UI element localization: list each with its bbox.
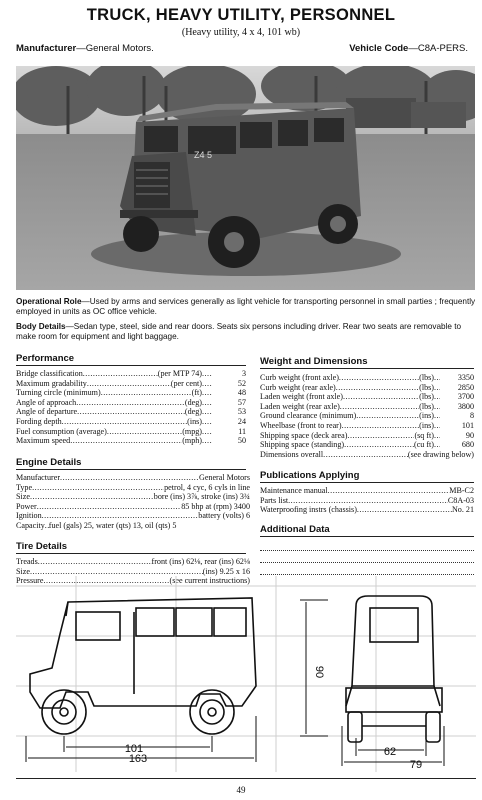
row-value: front (ins) 62⅛, rear (ins) 62⅛	[151, 557, 250, 566]
row-value: 2850	[457, 382, 474, 392]
engine-heading: Engine Details	[16, 457, 246, 470]
row-value: 101	[461, 420, 474, 430]
row-value: General Motors	[198, 473, 250, 482]
row-label: Size	[16, 566, 30, 576]
row-value: 3800	[457, 401, 474, 411]
dimension-drawing	[16, 576, 476, 772]
additional-data-heading: Additional Data	[260, 524, 474, 537]
row-label: Curb weight (rear axle)	[260, 382, 336, 392]
row-value: 50	[237, 436, 246, 446]
row-value: 53	[237, 407, 246, 417]
row-value: MB-C2	[449, 486, 474, 495]
row-unit: (lbs)	[419, 373, 434, 382]
row-label: Fording depth	[16, 416, 62, 426]
table-row	[260, 486, 474, 496]
additional-data-line	[260, 550, 474, 551]
manufacturer-line	[16, 43, 154, 54]
row-label: Angle of approach	[16, 397, 77, 407]
vehicle-markings: Z4 5	[194, 150, 213, 160]
table-row	[260, 450, 474, 460]
vehicle-photo	[16, 66, 475, 290]
row-unit: (sq ft)	[414, 430, 434, 440]
row-label: Turning circle (minimum)	[16, 388, 101, 398]
row-value: 3	[241, 369, 246, 378]
side-view	[30, 598, 256, 734]
row-label: Waterproofing instrs (chassis)	[260, 505, 357, 515]
table-row	[260, 421, 474, 431]
table-row	[16, 417, 246, 427]
row-label: Dimensions overall	[260, 449, 324, 459]
row-value: bore (ins) 3⅞, stroke (ins) 3¾	[153, 492, 250, 502]
page-subtitle: (Heavy utility, 4 x 4, 101 wb)	[181, 27, 301, 38]
row-unit: (cu ft)	[414, 440, 434, 450]
row-unit: (per cent)	[170, 378, 202, 388]
row-unit: (see drawing below)	[407, 449, 474, 459]
additional-data-line	[260, 562, 474, 563]
weights-table	[260, 373, 474, 459]
row-value: C8A-03	[447, 495, 474, 505]
row-unit: (mph)	[182, 436, 202, 446]
row-label: Maintenance manual	[260, 486, 328, 495]
row-label: Shipping space (standing)	[260, 440, 345, 450]
operational-role	[16, 297, 476, 317]
row-unit: (lbs)	[419, 401, 434, 411]
row-label: Manufacturer	[16, 473, 61, 482]
additional-data-line	[260, 574, 474, 575]
track-dimension: 62	[383, 746, 397, 758]
body-details	[16, 322, 476, 342]
row-unit: (lbs)	[419, 392, 434, 402]
row-value: (see current instructions)	[169, 576, 250, 586]
width-dimension: 79	[409, 759, 423, 771]
performance-heading: Performance	[16, 353, 246, 366]
row-label: Wheelbase (front to rear)	[260, 420, 342, 430]
row-label: Maximum speed	[16, 436, 71, 446]
table-row	[16, 483, 250, 493]
row-unit: (per MTP 74)	[157, 369, 202, 378]
table-row	[16, 521, 250, 531]
page-number: 49	[236, 785, 246, 795]
table-row	[16, 473, 250, 483]
rear-view	[346, 596, 442, 742]
row-label: Parts list	[260, 495, 289, 505]
table-row	[16, 436, 246, 446]
row-label: Maximum gradability	[16, 378, 87, 388]
row-label: Shipping space (deck area)	[260, 430, 348, 440]
vehicle-photo-art	[16, 66, 475, 290]
manufacturer-value: —General Motors.	[76, 43, 154, 54]
row-value: (ins) 9.25 x 16	[202, 566, 250, 576]
table-row	[16, 427, 246, 437]
body-details-text: —Sedan type, steel, side and rear doors. Seats six persons including driver. Rear two seats are removable to make room for equipment and light baggage.	[16, 322, 462, 342]
row-label: Treads	[16, 557, 38, 566]
table-row	[260, 411, 474, 421]
operational-role-text: —Used by arms and services generally as light vehicle for transporting personnel in small parties ; frequently employed in units as OC office vehicle.	[16, 297, 476, 317]
row-unit: (ins)	[419, 420, 434, 430]
row-value: 85 bhp at (rpm) 3400	[181, 501, 250, 511]
row-value: 3350	[457, 373, 474, 382]
publications-table	[260, 486, 474, 515]
table-row	[260, 440, 474, 450]
row-value: No. 21	[451, 505, 474, 515]
row-value: 24	[237, 416, 246, 426]
table-row	[16, 502, 250, 512]
row-label: Angle of departure	[16, 407, 78, 417]
row-value: 680	[461, 440, 474, 450]
tire-heading: Tire Details	[16, 541, 246, 554]
publications-heading: Publications Applying	[260, 470, 474, 483]
table-row	[260, 431, 474, 441]
row-unit: (lbs)	[419, 382, 434, 392]
manufacturer-label: Manufacturer	[16, 43, 77, 54]
table-row	[260, 383, 474, 393]
row-label: Capacity	[16, 520, 45, 530]
wheelbase-dimension: 101	[124, 743, 144, 755]
row-label: Ignition	[16, 511, 42, 521]
row-value: petrol, 4 cyc, 6 cyls in line	[164, 482, 250, 492]
row-unit: (mpg)	[182, 426, 202, 436]
row-unit: (deg)	[184, 407, 202, 417]
vehicle-code-line	[349, 43, 468, 54]
table-row	[16, 388, 246, 398]
table-row	[16, 567, 250, 577]
row-label: Pressure	[16, 576, 44, 586]
vehicle-code-value: —C8A-PERS.	[408, 43, 468, 54]
row-label: Curb weight (front axle)	[260, 373, 339, 382]
row-value: 48	[237, 388, 246, 398]
table-row	[260, 505, 474, 515]
performance-table	[16, 369, 246, 446]
weights-heading: Weight and Dimensions	[260, 356, 474, 369]
length-dimension: 163	[128, 753, 148, 765]
row-unit: (ins)	[187, 416, 202, 426]
table-row	[260, 392, 474, 402]
row-value: 52	[237, 378, 246, 388]
table-row	[16, 398, 246, 408]
row-value: 57	[237, 397, 246, 407]
table-row	[16, 379, 246, 389]
row-value: fuel (gals) 25, water (qts) 13, oil (qts) 5	[48, 520, 177, 530]
operational-role-label: Operational Role	[16, 297, 82, 306]
vehicle-code-label: Vehicle Code	[349, 43, 409, 54]
table-row	[260, 402, 474, 412]
row-label: Type	[16, 482, 33, 492]
page-title: TRUCK, HEAVY UTILITY, PERSONNEL	[86, 6, 396, 24]
row-value: 90	[465, 430, 474, 440]
table-row	[260, 373, 474, 383]
row-label: Fuel consumption (average)	[16, 426, 107, 436]
row-label: Ground clearance (minimum)	[260, 411, 357, 421]
table-row	[16, 511, 250, 521]
row-unit: (ins)	[419, 411, 434, 421]
row-label: Power	[16, 501, 37, 511]
table-row	[16, 369, 246, 379]
body-details-label: Body Details	[16, 322, 66, 331]
row-value: 11	[238, 426, 246, 436]
table-row	[16, 557, 250, 567]
table-row	[16, 407, 246, 417]
row-unit: (deg)	[184, 397, 202, 407]
table-row	[16, 492, 250, 502]
row-unit: (ft)	[191, 388, 202, 398]
row-label: Laden weight (rear axle)	[260, 401, 340, 411]
footer-rule	[16, 778, 476, 779]
row-label: Bridge classification	[16, 369, 83, 378]
height-dimension: 90	[313, 665, 325, 679]
engine-table	[16, 473, 250, 531]
row-label: Size	[16, 492, 30, 502]
row-label: Laden weight (front axle)	[260, 392, 343, 402]
row-value: 3700	[457, 392, 474, 402]
table-row	[260, 496, 474, 506]
row-value: battery (volts) 6	[198, 511, 250, 521]
row-value: 8	[469, 411, 474, 421]
